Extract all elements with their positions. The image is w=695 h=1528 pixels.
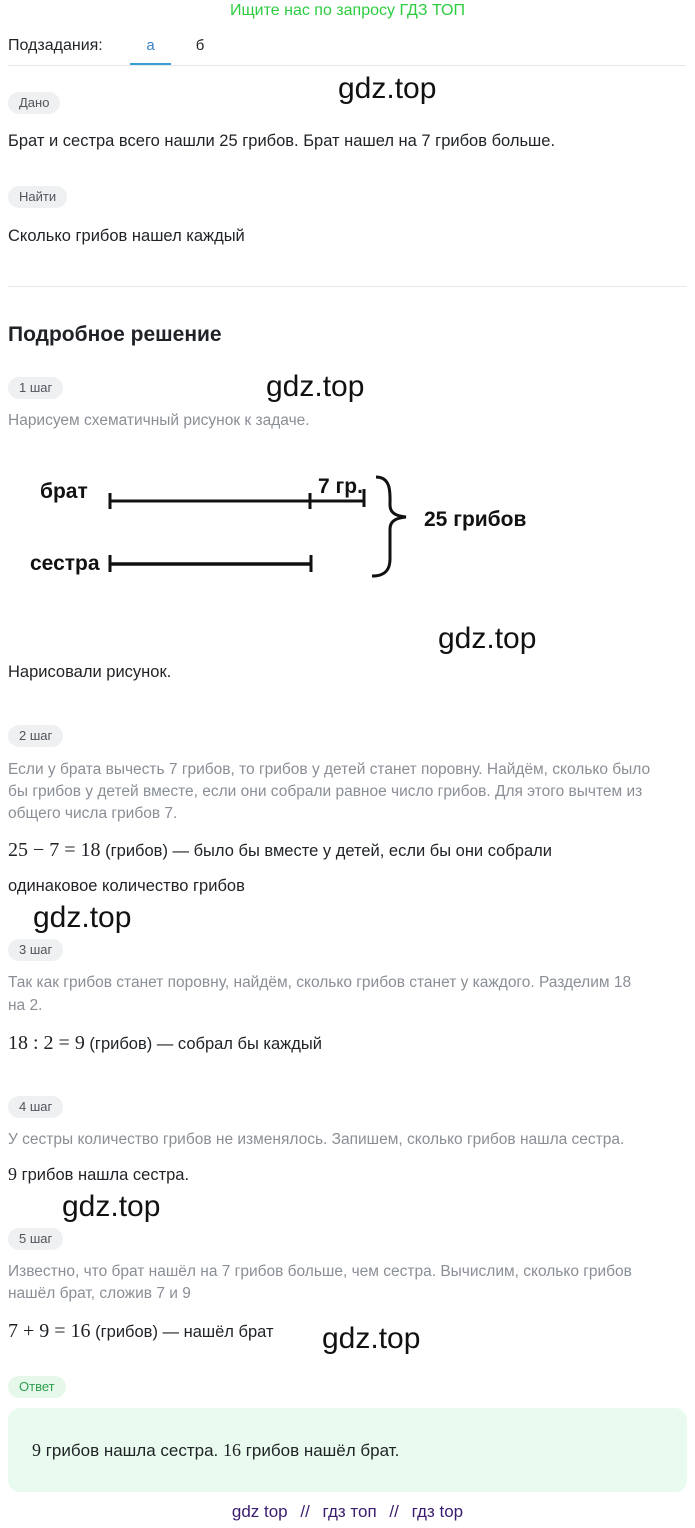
step-5-description-line-2: нашёл брат, сложив 7 и 9 [8,1285,191,1302]
extra-label: 7 гр. [318,475,363,498]
watermark: gdz.top [33,901,132,934]
answer-text [32,1440,399,1461]
step-5-pill: 5 шаг [8,1228,63,1250]
step-4-result-text: грибов нашла сестра. [17,1166,190,1184]
watermark: gdz.top [62,1190,161,1223]
find-pill: Найти [8,186,67,208]
tab-subtask-b[interactable]: б [195,37,205,54]
brace-shape [372,477,406,576]
given-text: Брат и сестра всего нашли 25 грибов. Брат нашел на 7 грибов больше. [8,132,556,150]
find-text: Сколько грибов нашел каждый [8,227,245,245]
section-divider [8,286,687,287]
step-2-result-text: (грибов) — было бы вместе у детей, если бы они собрали [100,842,552,860]
step-3-equation: 18 : 2 = 9 [8,1032,85,1054]
step-3-result [8,1032,322,1055]
watermark: gdz.top [322,1322,421,1355]
footer-links [0,1502,695,1522]
step-1-pill: 1 шаг [8,377,63,399]
step-1-result: Нарисовали рисунок. [8,663,172,681]
step-2-description-line-3: общего числа грибов 7. [8,805,178,822]
step-4-result [8,1164,189,1185]
step-2-result-line-2: одинаковое количество грибов [8,877,245,895]
step-3-pill: 3 шаг [8,939,63,961]
step-2-equation: 25 − 7 = 18 [8,839,101,861]
step-1-description: Нарисуем схематичный рисунок к задаче. [8,412,310,429]
solution-title: Подробное решение [8,323,222,346]
step-3-result-text: (грибов) — собрал бы каждый [84,1035,322,1053]
subtasks-label: Подзадания: [8,37,103,54]
tab-subtask-a[interactable]: а [146,37,155,54]
answer-number-sister: 9 [32,1440,41,1460]
step-2-description-line-1: Если у брата вычесть 7 грибов, то грибов у детей станет поровну. Найдём, сколько было [8,761,651,778]
tabs-divider [8,65,686,66]
watermark: gdz.top [438,622,537,655]
footer-link-gdz-top[interactable]: gdz top [231,1502,288,1521]
answer-text-sister: грибов нашла сестра. [41,1441,223,1460]
mushroom-scheme-diagram [0,455,695,590]
footer-separator: // [300,1502,310,1521]
footer-link-gdz-top-ru[interactable]: гдз топ [322,1502,377,1521]
step-3-description-line-2: на 2. [8,997,43,1014]
watermark: gdz.top [338,72,437,105]
sister-label: сестра [30,552,100,575]
watermark: gdz.top [266,370,365,403]
footer-link-gdz-top-mixed[interactable]: гдз top [411,1502,464,1521]
total-label: 25 грибов [424,508,527,531]
search-hint-banner: Ищите нас по запросу ГДЗ ТОП [230,2,465,19]
step-4-pill: 4 шаг [8,1096,63,1118]
answer-text-brother: грибов нашёл брат. [241,1441,400,1460]
step-4-description: У сестры количество грибов не изменялось. Запишем, сколько грибов нашла сестра. [8,1131,625,1148]
footer-separator: // [389,1502,399,1521]
step-5-description-line-1: Известно, что брат нашёл на 7 грибов больше, чем сестра. Вычислим, сколько грибов [8,1263,632,1280]
step-2-result-line-1 [8,839,552,862]
step-4-number: 9 [8,1164,17,1184]
step-5-result [8,1320,274,1343]
step-5-result-text: (грибов) — нашёл брат [90,1323,274,1341]
answer-number-brother: 16 [223,1440,241,1460]
given-pill: Дано [8,92,60,114]
step-2-pill: 2 шаг [8,725,63,747]
answer-pill: Ответ [8,1376,66,1398]
brother-label: брат [40,480,88,503]
step-3-description-line-1: Так как грибов станет поровну, найдём, сколько грибов станет у каждого. Разделим 18 [8,974,632,991]
step-2-description-line-2: бы грибов у детей вместе, если они собрали равное число грибов. Для этого вычтем из [8,783,643,800]
step-5-equation: 7 + 9 = 16 [8,1320,91,1342]
